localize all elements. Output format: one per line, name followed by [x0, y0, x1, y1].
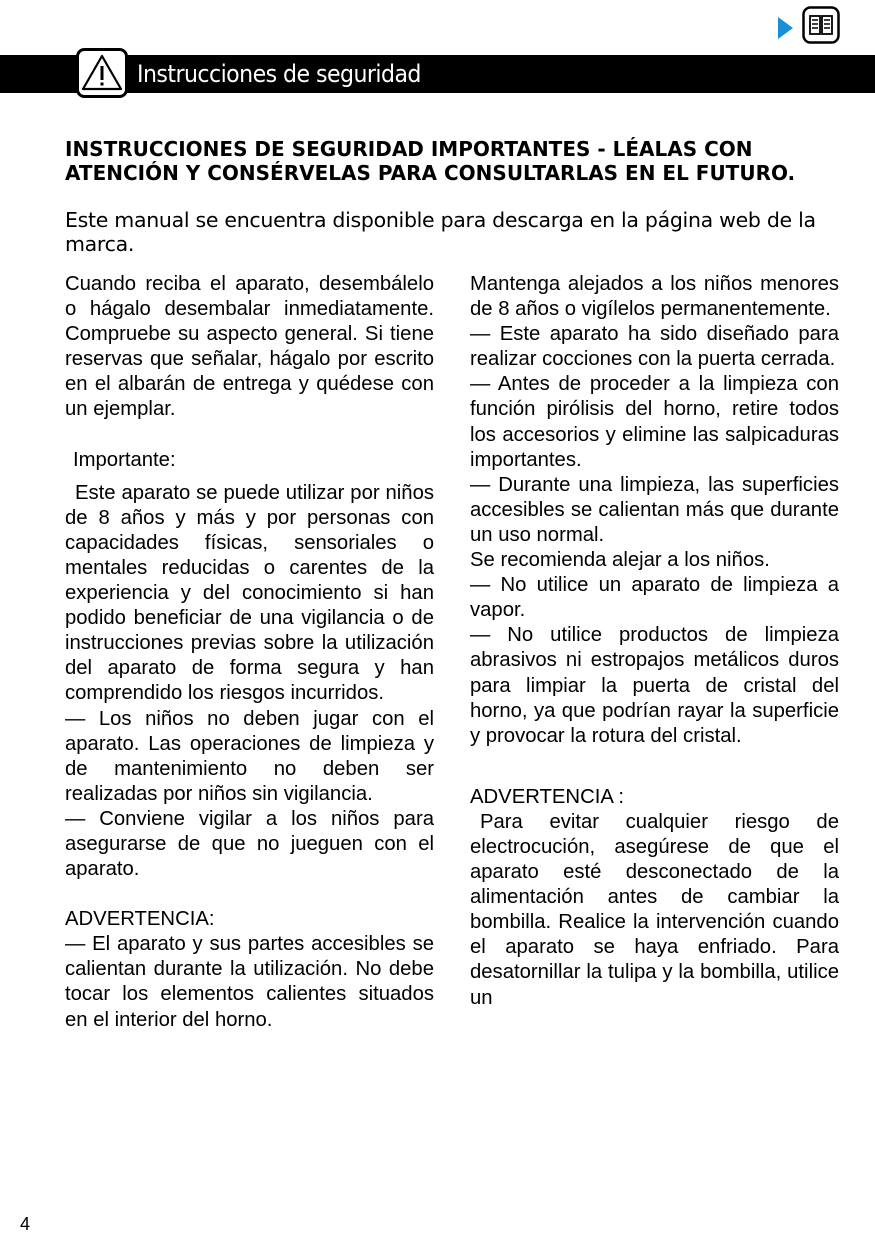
paragraph: — Este aparato ha sido diseñado para realizar cocciones con la puerta cerrada.: [470, 323, 839, 371]
important-label: Importante:: [73, 448, 176, 471]
paragraph: — Conviene vigilar a los niños para asegurarse de que no jueguen con el aparato.: [65, 807, 434, 881]
paragraph: Para evitar cualquier riesgo de electrocución, asegúrese de que el aparato esté desconectado de la alimentación antes de cambiar la bombilla. Realice la intervención cuando el aparato se haya enfriado. Para desatornillar la tulipa y la bombilla, utilice un: [470, 810, 839, 1009]
intro-text: Este manual se encuentra disponible para descarga en la página web de la marca.: [65, 208, 816, 256]
warning-label: ADVERTENCIA :: [470, 785, 625, 808]
warning-label: ADVERTENCIA:: [65, 908, 215, 931]
right-column: [470, 272, 839, 1011]
paragraph: Mantenga alejados a los niños menores de 8 años o vigílelos permanentemente.: [470, 273, 839, 321]
next-page-arrow-icon[interactable]: [778, 17, 793, 39]
section-header-bar: [0, 55, 875, 93]
section-title: Instrucciones de seguridad: [137, 60, 421, 88]
main-heading: INSTRUCCIONES DE SEGURIDAD IMPORTANTES - LÉALAS CON ATENCIÓN Y CONSÉRVELAS PARA CONSULTARLAS EN EL FUTURO.: [65, 137, 796, 185]
paragraph: — Antes de proceder a la limpieza con función pirólisis del horno, retire todos los accesorios y elimine las salpicaduras importantes.: [470, 373, 839, 471]
paragraph: Este aparato se puede utilizar por niños de 8 años y más y por personas con capacidades físicas, sensoriales o mentales reducidas o carentes de la experiencia y del conocimiento si han podido beneficiar de una vigilancia o de instrucciones previas sobre la utilización del aparato de forma segura y han comprendido los riesgos incurridos.: [65, 481, 434, 705]
left-column: [65, 272, 434, 1033]
paragraph: Se recomienda alejar a los niños.: [470, 549, 770, 572]
paragraph: — No utilice productos de limpieza abrasivos ni estropajos metálicos duros para limpiar la puerta de cristal del horno, ya que podrían rayar la superficie y provocar la rotura del cristal.: [470, 624, 839, 747]
paragraph: — No utilice un aparato de limpieza a vapor.: [470, 574, 839, 622]
paragraph: — El aparato y sus partes accesibles se calientan durante la utilización. No debe tocar los elementos calientes situados en el interior del horno.: [65, 933, 434, 1031]
warning-triangle-icon: [76, 48, 128, 98]
paragraph: — Los niños no deben jugar con el aparato. Las operaciones de limpieza y de mantenimiento no deben ser realizadas por niños sin vigilancia.: [65, 707, 434, 805]
paragraph: — Durante una limpieza, las superficies accesibles se calientan más que durante un uso normal.: [470, 473, 839, 546]
manual-book-icon[interactable]: [802, 6, 840, 44]
page-number: 4: [20, 1214, 31, 1234]
paragraph: Cuando reciba el aparato, desembálelo o hágalo desembalar inmediatamente. Compruebe su aspecto general. Si tiene reservas que señalar, hágalo por escrito en el albarán de entrega y quédese con un ejemplar.: [65, 273, 434, 421]
